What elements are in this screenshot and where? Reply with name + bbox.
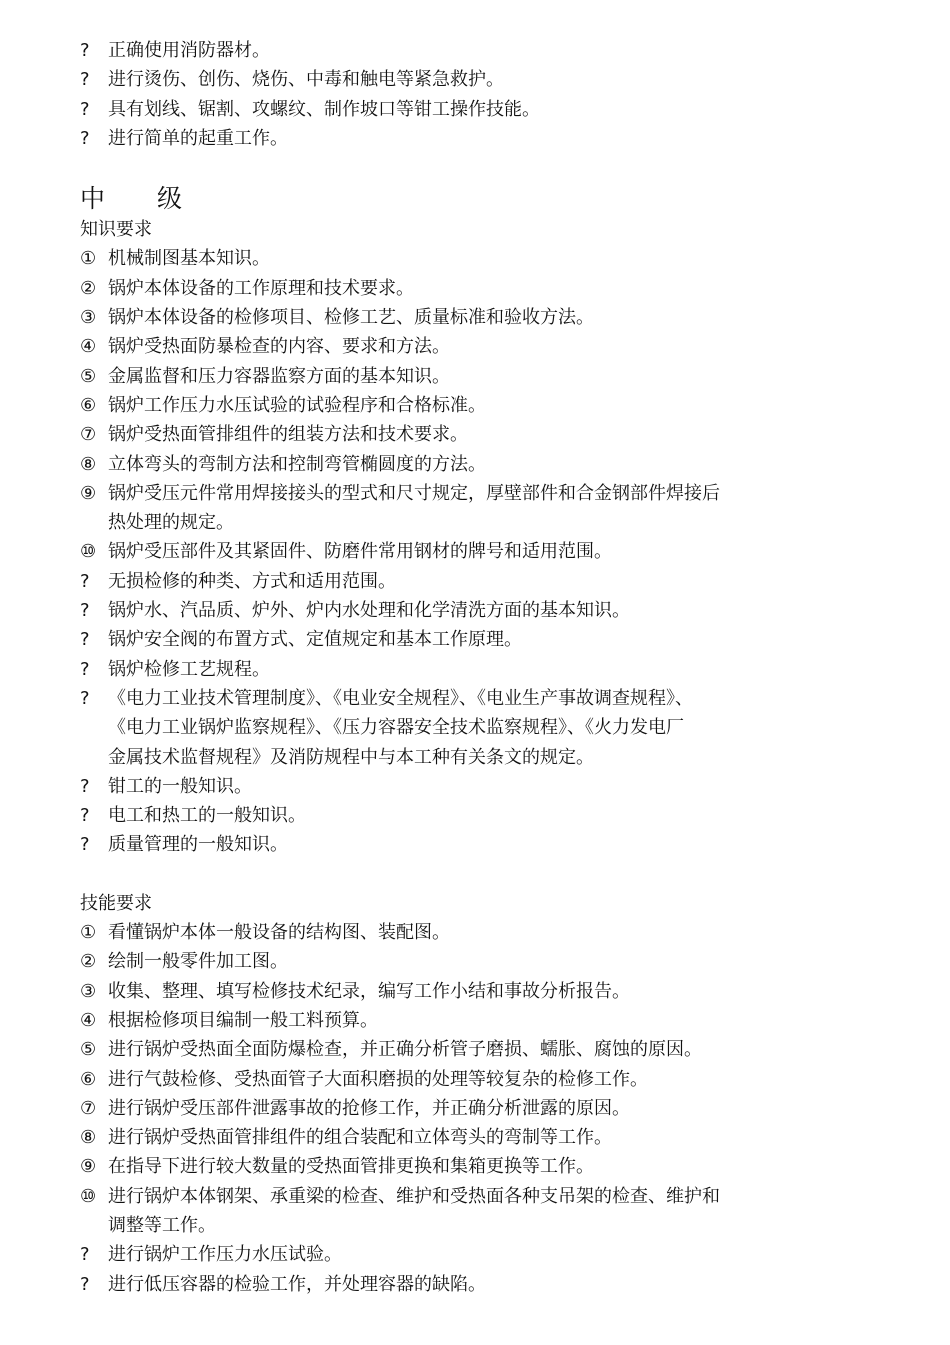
number-marker: ⑤ (80, 365, 97, 387)
item-text-line: 调整等工作。 (108, 1214, 216, 1236)
item-text-line: 锅炉受压元件常用焊接接头的型式和尺寸规定，厚壁部件和合金钢部件焊接后 (108, 482, 720, 504)
item-text: 进行简单的起重工作。 (108, 127, 288, 149)
number-marker: ⑤ (80, 1039, 97, 1061)
item-text: 无损检修的种类、方式和适用范围。 (108, 570, 396, 592)
list-item (80, 1270, 860, 1299)
item-text: 电工和热工的一般知识。 (108, 805, 306, 827)
item-text: 锅炉受热面管排组件的组装方法和技术要求。 (108, 424, 468, 446)
number-marker: ⑦ (80, 424, 97, 446)
item-text: 金属监督和压力容器监察方面的基本知识。 (108, 365, 450, 387)
list-item (80, 537, 860, 566)
list-item (80, 1182, 860, 1241)
item-text: 正确使用消防器材。 (108, 40, 270, 61)
item-text: 锅炉检修工艺规程。 (108, 658, 270, 680)
number-marker: ④ (80, 336, 97, 358)
level-heading: 中 级 (80, 184, 204, 214)
item-text: 质量管理的一般知识。 (108, 834, 288, 856)
item-text (108, 684, 848, 772)
top-list (80, 36, 860, 153)
number-marker: ⑥ (80, 394, 97, 416)
list-item (80, 655, 860, 684)
list-item (80, 244, 860, 273)
number-marker: ② (80, 951, 97, 973)
bullet-marker: ? (80, 1244, 90, 1266)
skills-list (80, 918, 860, 1299)
bullet-marker: ? (80, 600, 90, 622)
list-item (80, 801, 860, 830)
list-item (80, 1123, 860, 1152)
list-item (80, 1006, 860, 1035)
item-text-line: 金属技术监督规程》及消防规程中与本工种有关条文的规定。 (108, 746, 594, 768)
list-item (80, 830, 860, 859)
item-text: 锅炉安全阀的布置方式、定值规定和基本工作原理。 (108, 629, 522, 651)
item-text: 钳工的一般知识。 (108, 775, 252, 797)
number-marker: ⑥ (80, 1068, 97, 1090)
list-item (80, 450, 860, 479)
list-item (80, 596, 860, 625)
item-text-line: 《电力工业技术管理制度》、《电业安全规程》、《电业生产事故调查规程》、 (108, 687, 693, 709)
item-text: 进行锅炉受热面全面防爆检查，并正确分析管子磨损、蠕胀、腐蚀的原因。 (108, 1039, 702, 1061)
item-text: 锅炉水、汽品质、炉外、炉内水处理和化学清洗方面的基本知识。 (108, 600, 630, 622)
item-text: 具有划线、锯割、攻螺纹、制作坡口等钳工操作技能。 (108, 98, 540, 120)
list-item (80, 479, 860, 538)
list-item (80, 1240, 860, 1269)
item-text: 进行气鼓检修、受热面管子大面积磨损的处理等较复杂的检修工作。 (108, 1068, 648, 1090)
list-item (80, 274, 860, 303)
number-marker: ⑨ (80, 482, 97, 504)
list-item (80, 95, 860, 124)
number-marker: ⑩ (80, 541, 97, 563)
bullet-marker: ? (80, 69, 90, 91)
item-text: 锅炉受热面防暴检查的内容、要求和方法。 (108, 336, 450, 358)
bullet-marker: ? (80, 40, 90, 61)
item-text (108, 1182, 848, 1241)
list-item (80, 918, 860, 947)
list-item (80, 362, 860, 391)
item-text (108, 479, 848, 538)
item-text: 进行锅炉工作压力水压试验。 (108, 1244, 342, 1266)
list-item (80, 947, 860, 976)
list-item (80, 684, 860, 772)
number-marker: ⑨ (80, 1156, 97, 1178)
bullet-marker: ? (80, 834, 90, 856)
list-item (80, 1094, 860, 1123)
item-text: 根据检修项目编制一般工料预算。 (108, 1009, 378, 1031)
number-marker: ⑧ (80, 453, 97, 475)
item-text: 立体弯头的弯制方法和控制弯管椭圆度的方法。 (108, 453, 486, 475)
item-text: 进行低压容器的检验工作，并处理容器的缺陷。 (108, 1273, 486, 1295)
item-text: 进行锅炉受压部件泄露事故的抢修工作，并正确分析泄露的原因。 (108, 1097, 630, 1119)
item-text: 锅炉受压部件及其紧固件、防磨件常用钢材的牌号和适用范围。 (108, 541, 612, 563)
item-text-line: 热处理的规定。 (108, 512, 234, 534)
list-item (80, 303, 860, 332)
number-marker: ③ (80, 307, 97, 329)
item-text: 绘制一般零件加工图。 (108, 951, 288, 973)
skills-title: 技能要求 (80, 892, 152, 914)
item-text: 进行锅炉受热面管排组件的组合装配和立体弯头的弯制等工作。 (108, 1127, 612, 1149)
knowledge-title: 知识要求 (80, 219, 152, 241)
bullet-marker: ? (80, 805, 90, 827)
item-text: 锅炉工作压力水压试验的试验程序和合格标准。 (108, 394, 486, 416)
number-marker: ⑧ (80, 1127, 97, 1149)
list-item (80, 420, 860, 449)
bullet-marker: ? (80, 98, 90, 120)
bullet-marker: ? (80, 687, 90, 709)
list-item (80, 977, 860, 1006)
list-item (80, 1065, 860, 1094)
item-text: 收集、整理、填写检修技术纪录，编写工作小结和事故分析报告。 (108, 980, 630, 1002)
item-text-line: 进行锅炉本体钢架、承重梁的检查、维护和受热面各种支吊架的检查、维护和 (108, 1185, 720, 1207)
number-marker: ③ (80, 980, 97, 1002)
bullet-marker: ? (80, 570, 90, 592)
item-text: 进行烫伤、创伤、烧伤、中毒和触电等紧急救护。 (108, 69, 504, 91)
list-item (80, 772, 860, 801)
bullet-marker: ? (80, 629, 90, 651)
list-item (80, 332, 860, 361)
number-marker: ① (80, 922, 97, 944)
number-marker: ⑩ (80, 1185, 97, 1207)
number-marker: ① (80, 248, 97, 270)
list-item (80, 391, 860, 420)
number-marker: ② (80, 277, 97, 299)
item-text: 看懂锅炉本体一般设备的结构图、装配图。 (108, 922, 450, 944)
list-item (80, 124, 860, 153)
list-item (80, 1035, 860, 1064)
list-item (80, 65, 860, 94)
bullet-marker: ? (80, 775, 90, 797)
list-item (80, 567, 860, 596)
list-item (80, 1152, 860, 1181)
item-text: 机械制图基本知识。 (108, 248, 270, 270)
list-item (80, 625, 860, 654)
item-text-line: 《电力工业锅炉监察规程》、《压力容器安全技术监察规程》、《火力发电厂 (108, 717, 684, 739)
bullet-marker: ? (80, 658, 90, 680)
item-text: 锅炉本体设备的工作原理和技术要求。 (108, 277, 414, 299)
document-page (80, 36, 860, 1299)
number-marker: ④ (80, 1009, 97, 1031)
list-item (80, 36, 860, 65)
item-text: 在指导下进行较大数量的受热面管排更换和集箱更换等工作。 (108, 1156, 594, 1178)
bullet-marker: ? (80, 127, 90, 149)
number-marker: ⑦ (80, 1097, 97, 1119)
item-text: 锅炉本体设备的检修项目、检修工艺、质量标准和验收方法。 (108, 307, 594, 329)
bullet-marker: ? (80, 1273, 90, 1295)
knowledge-list (80, 244, 860, 859)
